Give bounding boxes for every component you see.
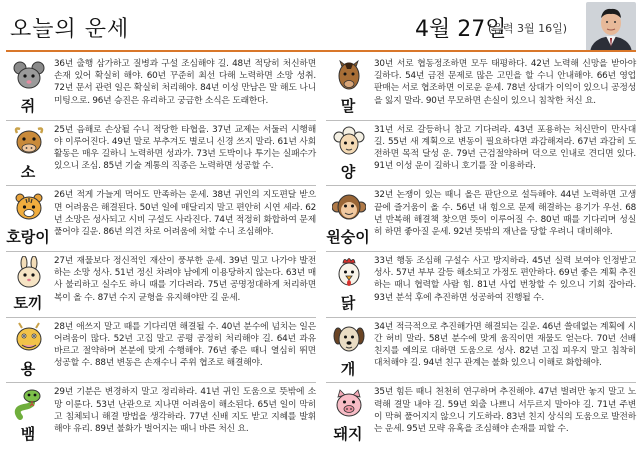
animal-name: 쥐 bbox=[20, 97, 36, 115]
fortune-text: 34년 적극적으로 추진해가면 해결되는 길운. 46년 쓸데없는 계획에 시간 허비 말라. 58년 분수에 맞게 움직이면 재물도 얻는다. 70년 선배 친지를 예의로 대하면 도움으로 성사. 82년 고집 피우지 말고 침착히 대처해야 길. 94년 친구 관계는 불화 있으니 이해로 화합해야. bbox=[374, 321, 636, 369]
fortune-row bbox=[326, 55, 636, 121]
animal-name: 닭 bbox=[340, 294, 356, 313]
fortune-row bbox=[326, 318, 636, 384]
fortune-row bbox=[6, 186, 316, 252]
tiger-icon bbox=[12, 190, 46, 224]
fortune-text: 33년 행동 조심해 구설수 사고 방지하라. 45년 실력 보여야 인정받고 성사. 57년 부부 갈등 해소되고 가정도 편안하다. 69년 좋은 계획 추진하는 때니 협력할 사람 힘. 81년 사업 번창할 수 있으니 기회 잡아라. 93년 분석 후에 추진하면 성공하여 진행될 수. bbox=[374, 256, 636, 303]
fortune-row bbox=[6, 121, 316, 187]
animal-name: 원숭이 bbox=[326, 228, 370, 247]
animal-name: 돼지 bbox=[333, 425, 363, 444]
snake-icon bbox=[12, 387, 46, 421]
page-title: 오늘의 운세 bbox=[10, 17, 130, 42]
animal-name: 토끼 bbox=[13, 294, 43, 313]
fortune-text: 27년 재물보다 정신적인 재산이 풍부한 운세. 39년 밀고 나가야 발전하는 소망 성사. 51년 정신 차려야 남에게 이용당하지 않는다. 63년 매사 불리하고 실수도 하니 때를 기다려라. 75년 공명정대하게 처리하면 복이 올 수. 87년 수지 균형을 유지해야만 길 운세. bbox=[54, 256, 316, 303]
dog-icon bbox=[332, 322, 366, 356]
fortune-row bbox=[6, 383, 316, 449]
fortune-row bbox=[6, 55, 316, 121]
fortune-text: 30년 서로 협동정조하면 모두 태평하다. 42년 노력해 신망을 받아야 길하다. 54년 금전 문제로 많은 고민을 할 수니 안내해야. 66년 영업 판매는 서로 협조하면 이로운 운세. 78년 상대가 이익이 있으니 공정성을 잃지 말라. 90년 무모하면 손실이 있으니 침착한 처신 요. bbox=[374, 59, 636, 106]
animal-name: 용 bbox=[20, 359, 36, 378]
fortune-row bbox=[326, 252, 636, 318]
fortune-text: 32년 논쟁이 있는 때니 올은 판단으로 설득해야. 44년 노력하면 고생 끝에 즐거움이 올 수. 56년 내 힘으로 문제 해결하는 용기가 우선. 68년 반복해 해결책 찾으면 뜻이 이루어질 수. 80년 때를 기다리며 성실히 하면 좋아질 운세. 92년 뜻밖의 재난을 당할 우려니 대비해야. bbox=[374, 190, 636, 237]
fortune-row bbox=[326, 121, 636, 187]
fortune-row bbox=[6, 252, 316, 318]
fortune-text: 26년 적게 가늘게 먹어도 만족하는 운세. 38년 귀인의 지도편달 받으면 어려움은 해결된다. 50년 일에 매달리지 말고 편안히 시연 세라. 62년 소망은 성사되고 시비 구설도 사라진다. 74년 적정히 화합하여 문제 풀어야 길운. 86년 의견 차로 어려움에 처할 수니 조심해야. bbox=[54, 190, 316, 237]
fortune-text: 25년 음해로 손상될 수니 적당한 타협을. 37년 교제는 서둘러 시행해야 이루어진다. 49년 말로 부추겨도 별로니 신경 쓰지 말라. 61년 사회 활동은 매우 길하니 노력하면 성과가. 73년 도박이나 투기는 실패수가 있으니 조심. 85년 기술 계통의 직종은 노력하면 성공할 수. bbox=[54, 124, 316, 172]
fortune-column-left bbox=[6, 55, 316, 449]
fortune-text: 35년 힘든 때니 천천히 연구하며 추진해야. 47년 벌려만 놓지 말고 노력해 결말 내야 길. 59년 외출 나쁘니 서두르지 말아야 길. 71년 주변이 막혀 풀어지지 않으니 기도하라. 83년 친지 상식의 도움으로 발전하는 운세. 95년 모략 유혹을 조심해야 손재를 피할 수. bbox=[374, 387, 636, 435]
horse-icon bbox=[332, 59, 366, 93]
sheep-icon bbox=[332, 125, 366, 159]
animal-name: 호랑이 bbox=[6, 228, 50, 247]
fortune-text: 29년 기분은 변경하지 말고 정리하라. 41년 귀인 도움으로 뜻밖에 소망 이룬다. 53년 난관으로 지나면 어려움이 해소된다. 65년 일이 막히고 침체되니 해결 방법을 생각하라. 77년 신배 지도 받고 지혜를 발휘해야 유리. 89년 불화가 벌어지는 때니 바른 처신 요. bbox=[54, 387, 316, 435]
rooster-icon bbox=[332, 256, 366, 290]
fortune-column-right bbox=[326, 55, 636, 449]
fortune-row bbox=[326, 186, 636, 252]
author-photo bbox=[586, 2, 636, 52]
animal-name: 소 bbox=[20, 162, 36, 181]
rat-icon bbox=[12, 59, 46, 93]
animal-name: 뱀 bbox=[20, 425, 36, 444]
fortune-row bbox=[6, 318, 316, 384]
fortune-text: 31년 서로 갈등하니 참고 기다려라. 43년 포용하는 처신만이 만사대길. 55년 새 계획으로 변동이 필요하다면 과감해져라. 67년 과감히 도전하면 목적 달성 운. 79년 근검절약하며 덕으로 인내로 견디면 있다. 91년 이성 운이 길하니 호기를 잘 이용하라. bbox=[374, 124, 636, 172]
header bbox=[0, 0, 640, 52]
rabbit-icon bbox=[12, 256, 46, 290]
fortune-text: 28년 애쓰지 말고 때를 기다리면 해결될 수. 40년 분수에 넘치는 일은 어려움이 많다. 52년 고집 말고 공평 공정히 처리해야 길. 64년 과유 바르고 절약하며 본분에 맞게 수행해야. 76년 좋은 때니 열심히 뛰면 성공할 수. 88년 변동은 손재수니 주위 협조로 해결해야. bbox=[54, 321, 316, 369]
animal-name: 말 bbox=[340, 97, 356, 115]
header-divider bbox=[6, 50, 636, 52]
fortune-text: 36년 출행 삼가하고 질병과 구설 조심해야 길. 48년 적당히 처신하면 손재 있어 확실히 해야. 60년 꾸준히 최선 다해 노력하면 소망 성취. 72년 문서 관련 일은 확실히 처리해야. 84년 이성 만남은 말 해도 나니 미팅으로. 96년 승진은 유리하고 궁금한 소식은 도래한다. bbox=[54, 59, 316, 106]
fortune-row bbox=[326, 383, 636, 449]
date-label: 4월 27일 bbox=[415, 17, 507, 42]
animal-name: 양 bbox=[340, 162, 356, 181]
dragon-icon bbox=[12, 322, 46, 356]
animal-name: 개 bbox=[340, 359, 356, 378]
ox-icon bbox=[12, 125, 46, 159]
monkey-icon bbox=[332, 190, 366, 224]
lunar-date-label: (음력 3월 16일) bbox=[488, 22, 568, 35]
pig-icon bbox=[332, 387, 366, 421]
